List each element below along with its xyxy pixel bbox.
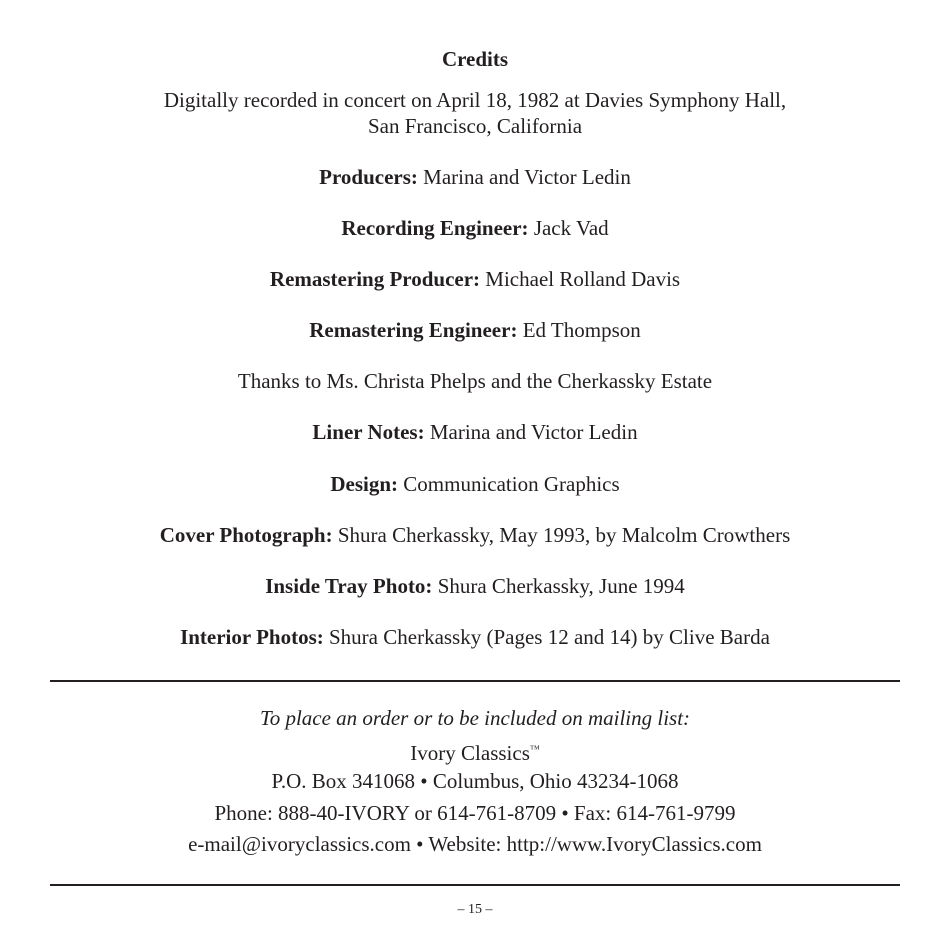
mailing-address: P.O. Box 341068 • Columbus, Ohio 43234-1068 — [271, 769, 679, 793]
page-number: – 15 – — [457, 902, 493, 917]
recording-info-line-2: San Francisco, California — [367, 114, 583, 138]
credit-recording-engineer — [0, 216, 950, 240]
credit-cover-photograph — [0, 523, 950, 547]
credit-value: Shura Cherkassky (Pages 12 and 14) by Clive Barda — [323, 625, 770, 649]
credit-value: Communication Graphics — [398, 472, 620, 496]
credit-value: Jack Vad — [528, 216, 609, 240]
top-divider — [50, 680, 900, 682]
credit-design — [0, 472, 950, 496]
credit-value: Marina and Victor Ledin — [417, 165, 631, 189]
credit-label: Design: — [330, 472, 399, 496]
credit-interior-photos — [0, 625, 950, 649]
phone-fax: Phone: 888-40-IVORY or 614-761-8709 • Fax: 614-761-9799 — [214, 801, 736, 825]
trademark-symbol: ™ — [529, 744, 540, 755]
company-name-text: Ivory Classics — [410, 741, 530, 765]
credit-liner-notes — [0, 420, 950, 444]
credit-remastering-engineer — [0, 318, 950, 342]
credit-value: Marina and Victor Ledin — [424, 420, 638, 444]
order-intro: To place an order or to be included on mailing list: — [259, 706, 691, 730]
credit-producers — [0, 165, 950, 189]
credits-title: Credits — [441, 47, 509, 71]
credit-label: Recording Engineer: — [341, 216, 529, 240]
email-website: e-mail@ivoryclassics.com • Website: http://www.IvoryClassics.com — [188, 832, 762, 856]
credit-label: Cover Photograph: — [159, 523, 333, 547]
credit-value: Shura Cherkassky, May 1993, by Malcolm Crowthers — [332, 523, 791, 547]
bottom-divider — [50, 884, 900, 886]
recording-info-line-1: Digitally recorded in concert on April 18, 1982 at Davies Symphony Hall, — [163, 88, 787, 112]
thanks-line: Thanks to Ms. Christa Phelps and the Cherkassky Estate — [237, 369, 713, 393]
credit-label: Liner Notes: — [312, 420, 425, 444]
credit-label: Interior Photos: — [180, 625, 324, 649]
credit-value: Ed Thompson — [517, 318, 641, 342]
credit-value: Michael Rolland Davis — [480, 267, 681, 291]
credit-inside-tray-photo — [0, 574, 950, 598]
company-name — [0, 738, 950, 765]
credit-label: Remastering Engineer: — [309, 318, 518, 342]
credit-value: Shura Cherkassky, June 1994 — [432, 574, 685, 598]
credit-remastering-producer — [0, 267, 950, 291]
credit-label: Remastering Producer: — [269, 267, 481, 291]
credit-label: Inside Tray Photo: — [265, 574, 433, 598]
credit-label: Producers: — [319, 165, 418, 189]
